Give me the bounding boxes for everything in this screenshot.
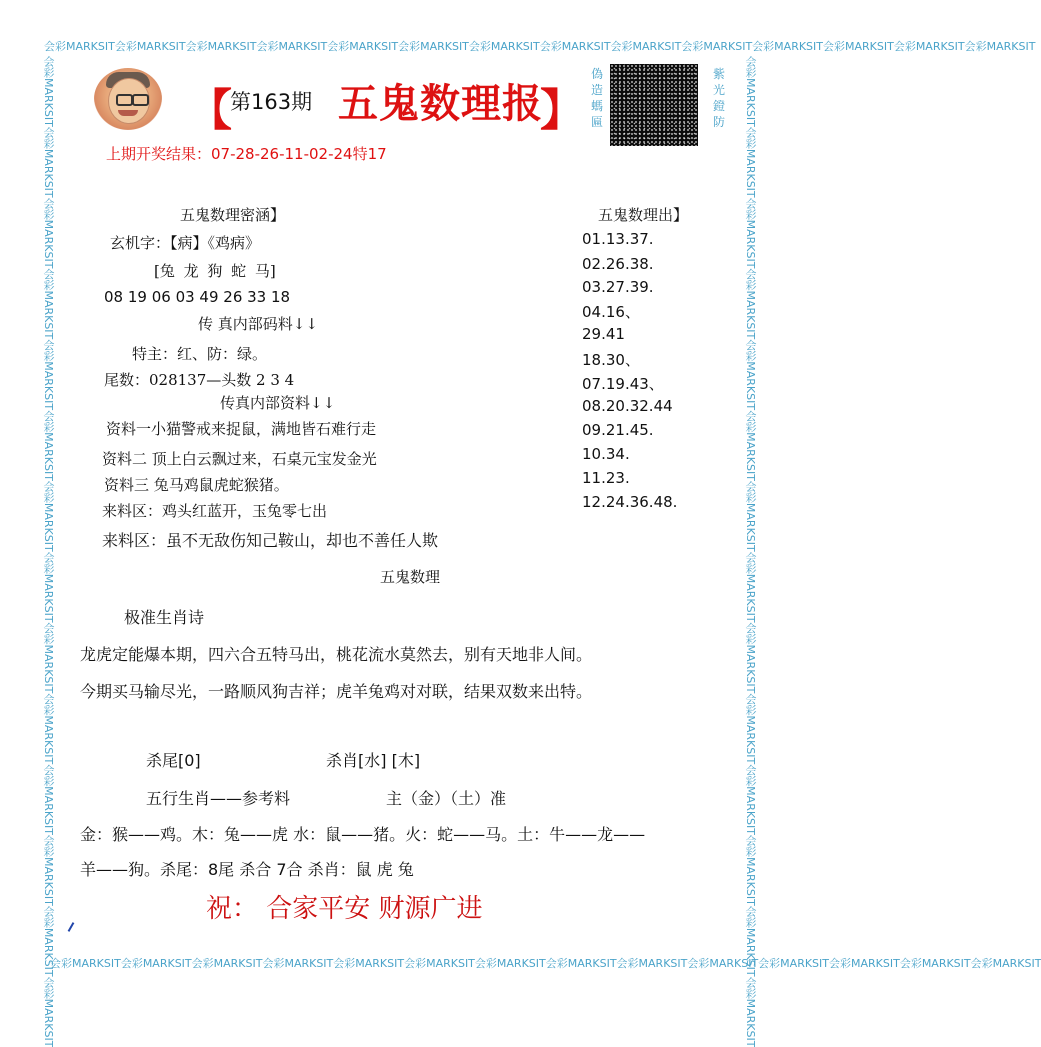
qr-code xyxy=(610,64,698,146)
poem-line-2: 今期买马输尽光，一路顺风狗吉祥；虎羊兔鸡对对联，结果双数来出特。 xyxy=(80,682,593,701)
section-title: 五鬼数理 xyxy=(380,568,441,586)
right-row: 12.24.36.48. xyxy=(582,493,678,511)
last-result: 上期开奖结果：07-28-26-11-02-24特17 xyxy=(106,145,387,163)
right-heading: 五鬼数理出】 xyxy=(598,206,689,224)
bracket-right: 】 xyxy=(540,85,584,136)
border-watermark-left: 会彩MARKSIT会彩MARKSIT会彩MARKSIT会彩MARKSIT会彩MARKSIT会彩MARKSIT会彩MARKSIT会彩MARKSIT会彩MARKSIT会彩MARKSIT会彩MARKSIT会彩MARKSIT会彩MARKSIT会彩MARKSIT xyxy=(42,56,55,1047)
elements-line-2: 羊——狗。杀尾：8尾 杀合 7合 杀肖：鼠 虎 兔 xyxy=(80,860,414,879)
fax-info-label: 传真内部资料↓↓ xyxy=(220,394,336,412)
poem-line-1: 龙虎定能爆本期，四六合五特马出，桃花流水莫然去，别有天地非人间。 xyxy=(80,645,593,664)
kill-zodiac: 杀肖[水] [木] xyxy=(326,751,421,770)
kill-tail: 杀尾[0] xyxy=(146,751,201,770)
weishu-text: 尾数：028137—头数 2 3 4 xyxy=(104,371,295,389)
xuanji-text: 玄机字：【病】《鸡病》 xyxy=(110,234,261,252)
border-watermark-bottom: 会彩MARKSIT会彩MARKSIT会彩MARKSIT会彩MARKSIT会彩MARKSIT会彩MARKSIT会彩MARKSIT会彩MARKSIT会彩MARKSIT会彩MARKSIT会彩MARKSIT会彩MARKSIT会彩MARKSIT会彩MARKSIT xyxy=(50,957,1041,970)
stamp-left: 偽造螞匾 xyxy=(590,67,603,129)
poem-heading: 极准生肖诗 xyxy=(124,608,205,627)
right-row: 02.26.38. xyxy=(582,255,654,273)
wuxing-label: 五行生肖——参考料 xyxy=(146,789,291,808)
avatar xyxy=(94,68,162,130)
blessing: 祝： 合家平安 财源广进 xyxy=(206,894,483,924)
border-watermark-top: 会彩MARKSIT会彩MARKSIT会彩MARKSIT会彩MARKSIT会彩MARKSIT会彩MARKSIT会彩MARKSIT会彩MARKSIT会彩MARKSIT会彩MARKSIT会彩MARKSIT会彩MARKSIT会彩MARKSIT会彩MARKSIT xyxy=(44,40,1036,53)
right-row: 04.16、 xyxy=(582,303,640,321)
right-row: 07.19.43、 xyxy=(582,375,664,393)
wuxing-main: 主（金）（土）准 xyxy=(386,789,507,808)
right-row: 01.13.37. xyxy=(582,230,654,248)
zodiac-list: [兔 龙 狗 蛇 马] xyxy=(154,262,276,280)
lailiao-1: 来料区：鸡头红蓝开，玉兔零七出 xyxy=(102,502,328,520)
right-row: 18.30、 xyxy=(582,351,640,369)
border-watermark-right: 会彩MARKSIT会彩MARKSIT会彩MARKSIT会彩MARKSIT会彩MARKSIT会彩MARKSIT会彩MARKSIT会彩MARKSIT会彩MARKSIT会彩MARKSIT会彩MARKSIT会彩MARKSIT会彩MARKSIT会彩MARKSIT xyxy=(744,56,757,1047)
number-list: 08 19 06 03 49 26 33 18 xyxy=(104,288,291,306)
left-heading: 五鬼数理密涵】 xyxy=(180,206,286,224)
bracket-left: 【 xyxy=(188,85,232,136)
right-row: 03.27.39. xyxy=(582,278,654,296)
info-2: 资料二 顶上白云飘过来，石桌元宝发金光 xyxy=(102,450,377,468)
right-row: 08.20.32.44 xyxy=(582,397,673,415)
stamp-right: 紫光鐙防 xyxy=(712,67,725,129)
info-1: 资料一小猫警戒来捉鼠，满地皆石难行走 xyxy=(106,420,377,438)
issue-number: 第163期 xyxy=(230,90,313,114)
info-3: 资料三 兔马鸡鼠虎蛇猴猪。 xyxy=(104,476,289,494)
right-row: 11.23. xyxy=(582,469,630,487)
elements-line-1: 金：猴——鸡。木：兔——虎 水：鼠——猪。火：蛇——马。土：牛——龙—— xyxy=(80,825,646,844)
fax-code-label: 传 真内部码料↓↓ xyxy=(198,315,318,333)
right-row: 29.41 xyxy=(582,325,625,343)
right-row: 10.34. xyxy=(582,445,630,463)
tezhu-text: 特主：红、防：绿。 xyxy=(132,345,268,363)
right-row: 09.21.45. xyxy=(582,421,654,439)
page-title: 五鬼数理报 xyxy=(338,80,543,127)
lailiao-2: 来料区：虽不无敌伤知己鞍山，却也不善任人欺 xyxy=(102,531,439,550)
pen-mark xyxy=(68,922,75,932)
